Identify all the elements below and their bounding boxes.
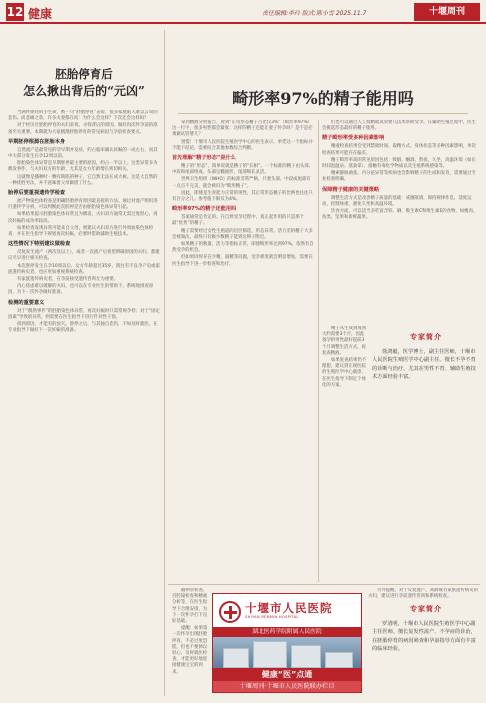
right-article-col2 [322, 120, 480, 326]
paragraph: 自然流产是最常见的孕早期并发症，约占临床确认妊娠的一成左右，而其中大部分发生在孕12周以前。 [8, 147, 158, 160]
expert-profile [372, 330, 480, 498]
expert-text: 徐鸿毅，医学博士，副主任医师，十堰市人民医院生殖医学中心副主任。擅长不孕不育的诊断与治疗，尤其在男性不育、辅助生殖技术方面经验丰富。 [372, 349, 476, 381]
paragraph: 精子从生成到成熟大约需要3个月，因此备孕的男性最好提前3个月调整生活方式，再复查精液。 [322, 326, 367, 356]
page-header [0, 0, 486, 24]
left-article-body [8, 110, 160, 696]
paragraph: 答案通常是肯定的。在自然受孕过程中，真正起作用的只是那个最“优秀”的精子。 [172, 215, 304, 227]
title-rule [178, 113, 468, 114]
subheading: 精子畸形率受多种因素影响 [322, 135, 385, 142]
paragraph: 输卵管检查、宫腔镜检查和精液分析等，在医生指导下合理安排，为下一次怀孕打下良好基础。 [172, 588, 208, 625]
hospital-building-image [213, 637, 361, 668]
subheading: 首先理解“精子形态”是什么 [172, 155, 236, 162]
section-title: 健康 [28, 7, 53, 21]
building-shape [253, 641, 287, 668]
hospital-ad [212, 593, 362, 693]
subheading: 保障精子健康的关键策略 [322, 186, 380, 193]
page-number: 12 [6, 5, 24, 19]
paragraph: 调整生活方式是改善精子质量的基础：戒烟限酒，保持规律作息，适度运动，控制体重，避免久坐和高温环境。 [322, 195, 472, 207]
expert-heading: 专家简介 [410, 605, 442, 613]
paragraph: 提醒：如果第一次怀孕出现胚胎停育，不必过度恐慌，但也不要掉以轻心，及时就医检查，才能更好地迎接健康宝宝的到来。 [172, 626, 208, 675]
paragraph: 但如果同时存在少精、弱精等问题，受孕难度就会明显增加，需要在医生指导下进一步检查和治疗。 [172, 255, 313, 267]
bottom-col-right [368, 588, 480, 602]
paragraph: 流产物染色体检查是明确胚胎停育原因最直接的方法。通过对流产组织进行遗传学分析，可以判断此次胚停是否由胚胎染色体异常引起。 [8, 199, 158, 211]
editor-meta: 责任编辑:李玲 版式:陈小雪 2025.11.7 [262, 10, 367, 17]
paragraph: 精子的“形态”，简单说就是精子的“长相”。一个标准的精子由头部、中段和尾部组成，头部呈椭圆形，尾部细长灵活。 [172, 164, 314, 176]
subheading: 检测的重要意义 [8, 299, 45, 306]
paragraph: 对于“偶然事件”的胚胎染色体异常，再次妊娠时只需常规孕检；对于“固定因素”导致的异常，则需要在医生指导下进行针对性干预。 [8, 308, 160, 320]
building-shape [291, 645, 321, 668]
paragraph: 如果检查发现异常可能来自父母，则建议夫妇双方进行外周血染色体检查，并在医生指导下规划再次妊娠，必要时借助辅助生殖技术。 [8, 225, 154, 238]
paragraph: 精子需要经过女性生殖道的层层筛选，形态异常、活力差的精子大多会被淘汰，最终只有极少数精子能到达卵子附近。 [172, 228, 313, 240]
column-footer: 十堰周刊·十堰市人民医院联办栏目 [213, 681, 361, 692]
bottom-col-left [172, 588, 208, 696]
paragraph: 精子畸形率高的常见原因包括：吸烟、酗酒、熬夜、久坐、高温环境（如长时间泡温泉、蒸桑拿）、接触有毒化学物质以及生殖系统感染等。 [322, 157, 476, 170]
paragraph: 反复发生流产（两次及以上），或者一次流产后希望明确原因的夫妇，都建议尽早进行相关检查。 [8, 250, 160, 262]
paragraph: 当满怀期待的小生命，被一句“胚胎停育”击碎，很多家庭陷入难以言说的悲伤。而悲痛之余，许多夫妻都在问：为什么会这样？下次还会这样吗？ [8, 110, 158, 122]
column-divider [164, 30, 165, 696]
left-title-line1: 胚胎停育后 [55, 67, 113, 81]
hospital-affiliation: 湖北医药学院附属人民医院 [213, 627, 361, 637]
paragraph: 这就像是播种时一颗有缺陷的种子，它自然无法长成大树。这是大自然的一种优胜劣汰，并不意味着父母做错了什么。 [8, 174, 158, 186]
column-slogan: 健康“医”点通 [213, 668, 361, 681]
hospital-english-name: SHIYAN RENMIN HOSPITAL [245, 615, 299, 619]
subheading: 胎停后要重视遗传学检查 [8, 190, 66, 197]
publication-brand: 十堰周刊 [414, 3, 480, 21]
right-article-col2-cont [322, 326, 368, 582]
right-article-col1 [172, 120, 314, 580]
paragraph: 精液检查结果会受到禁欲时间、取精方式、身体状态等多种因素影响，单次检查结果可能存在偏差。 [322, 144, 476, 156]
left-article-title [8, 66, 160, 100]
paragraph: 拿到精液分析报告，看到“正常形态精子占比仅3%”（畸形率97%）这一行字，很多男性都会紧张：这样的精子还能让妻子怀孕吗？是不是必须做试管婴儿？ [172, 120, 313, 138]
subheading: 畸形率97%的精子还能用吗 [172, 206, 237, 213]
paragraph: 别慌！十堰市人民医院生殖医学中心的医生表示，单凭这一个指标并不能下结论，需要结合其他参数综合判断。 [172, 139, 313, 151]
paragraph: 饮食方面，可以适当多吃富含锌、硒、维生素C和维生素E的食物，如瘦肉、鱼类、坚果和新鲜蔬果。 [322, 209, 478, 221]
expert-text: 罗清明，十堰市人民医院生殖医学中心副主任医师。擅长复发性流产、不孕症的诊治，在胚胎停育的病因筛查和孕前指导方面有丰富的临床经验。 [372, 621, 476, 653]
paragraph: 们也可以通过人工授精或试管婴儿技术帮助受孕。在辅助生殖过程中，医生会挑选形态最好的精子使用。 [322, 120, 476, 132]
subheading: 早期胚停根源在胚胎本身 [8, 138, 66, 145]
paragraph: 如果复查结果仍不理想，建议到正规医院的生殖医学中心就诊，在医生指导下制定个体化的方案。 [322, 358, 367, 388]
paragraph: 另外提醒，对于反复流产、高龄或有家族遗传病史的夫妇，建议进行孕前遗传咨询和系统检查。 [368, 588, 478, 600]
paragraph: 如果精子的数量、活力等指标正常，即使畸形率达到97%，依然有自然受孕的机会。 [172, 242, 314, 254]
paragraph: 胚胎染色体异常是早期胚停最主要的原因，约占一半以上。这类异常多为偶发事件，与夫妇双方的年龄、尤其是女方年龄增长密切相关。 [8, 161, 158, 173]
hospital-name: 十堰市人民医院 [245, 601, 333, 615]
building-shape [223, 648, 249, 668]
paragraph: 本次胚停发生在孕10周以后、女方年龄超过35岁、既往有不良孕产史或家族遗传病史者，也应更加重视系统检查。 [8, 263, 160, 275]
column-divider [318, 120, 319, 582]
paragraph: 内心焦虑难以缓解的夫妇，也可以在专业医生的帮助下，系统地排查原因，为下一次怀孕做好准备。 [8, 284, 154, 296]
section-divider [168, 584, 480, 585]
subheading: 这些情况下特别建议做检查 [8, 241, 71, 248]
paragraph: 世界卫生组织（WHO）的标准非常严格，只要头部、中段或尾部有一点点不完美，就会被归为“畸形精子”。 [172, 177, 311, 189]
paragraph: 找到原因，才能有的放矢。胚停之后，与其独自悲伤，不如及时就医，在专业指导下做好下一次妊娠的准备。 [8, 322, 158, 334]
building-shape [325, 652, 353, 668]
expert-heading: 专家简介 [410, 333, 442, 341]
paragraph: 有家族遗传病史者，在孕前接受遗传咨询尤为重要。 [17, 277, 118, 283]
paragraph: 如果结果提示胚胎染色体异常且为偶发，夫妇双方通常无需过度担心，再次妊娠的成功率较高。 [8, 212, 158, 224]
paragraph: 对于经历过胚胎停育的夫妇来说，寻找背后的原因、做好再次怀孕前的准备至关重要。本期就为大家梳理胚胎停育的常见病因与孕前检查要点。 [8, 123, 158, 135]
expert-profile-2 [372, 602, 480, 692]
paragraph: 精索静脉曲张、内分泌异常等疾病也会影响精子的生成和发育，需要通过专业检查明确。 [322, 171, 476, 183]
hospital-cross-icon [219, 601, 241, 623]
right-article-title: 畸形率97%的精子能用吗 [232, 89, 414, 108]
left-title-line2: 怎么揪出背后的“元凶” [23, 84, 145, 98]
paragraph: 因此，即使是生育能力正常的男性，其正常形态精子的比例也往往只有百分之几。参考值下限仅为4%。 [172, 190, 313, 203]
